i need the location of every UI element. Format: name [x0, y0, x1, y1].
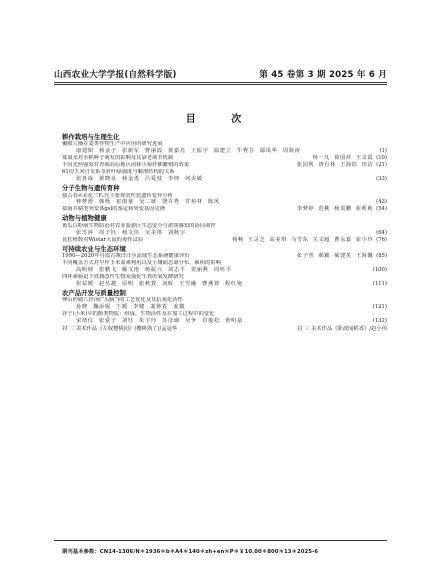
page-number: (1) — [379, 148, 387, 155]
article-title: 1990—2020年丹霞古寨洋洋尔流域生态系统健康评价 — [62, 253, 190, 260]
article-authors: 张喜成 黄晓良 杨金勇 吕爱枝 李坤 何美敏 — [76, 176, 203, 183]
article-title: 黄瓜白粉病生物防治对农业旅游区生态安全与游客感知的协同调控 — [62, 222, 216, 229]
section-heading: 动物与植物健康 — [62, 214, 107, 223]
toc-entry[interactable] — [62, 223, 387, 237]
toc-entry[interactable] — [62, 274, 387, 288]
page-number: (33) — [376, 176, 387, 183]
section-heading: 耕作栽培与生理生化 — [62, 133, 120, 141]
header-rule-thin — [54, 84, 387, 85]
page-number: (100) — [372, 266, 387, 273]
toc-entry[interactable] — [62, 141, 387, 155]
article-authors: 张园莉 唐有林 王海滨 田洁 — [296, 162, 374, 169]
article-title: 不同光照强度对青海高原地区园林小菊扦插繁殖的效果 — [62, 162, 190, 169]
article-authors: 李梦婷 范桃 杨贺鹏 崔莉莉 — [296, 206, 374, 213]
cover-credits — [62, 326, 387, 333]
article-title: 寡氮水对水稻种子萌发的影响及其衰老调节机制 — [62, 155, 174, 162]
article-title: 拟南芥腈类突变体gsl的鉴定和突变基因克隆 — [62, 206, 166, 213]
toc-title: 目 次 — [185, 114, 258, 125]
article-authors: 张益媛 赵丛越 原明 张秋賀 刘晖 王雪融 曹燕蓉 程红艳 — [76, 280, 243, 287]
page-number: (85) — [376, 253, 387, 260]
journal-name: 山西农业大学学报(自然科学版) — [54, 70, 177, 80]
page-number: (111) — [372, 280, 387, 287]
issue-info: 第 45 卷第 3 期 2025 年 6 月 — [259, 70, 387, 80]
page-number: (121) — [372, 304, 387, 311]
article-authors: 张雪萍 周子钰 杨文佳 吴美琪 刘秋宇 — [76, 229, 186, 236]
journal-header — [54, 68, 387, 80]
header-rule — [54, 82, 387, 83]
article-title: 61份玉米自交系茎秆叶绿强度与解剖结构的关系 — [62, 169, 175, 176]
page-number: (21) — [376, 162, 387, 169]
page-number: (43) — [376, 199, 387, 206]
article-authors: 高明坡 张鹏飞 解文艳 杨振兴 刘志平 贺丽燕 周怀平 — [76, 266, 232, 273]
section-heading: 分子生物与遗传育种 — [62, 184, 120, 193]
article-title: 覆膜穴播在麦类作物生产中应用的研究进展 — [62, 141, 163, 148]
toc-entry[interactable] — [62, 297, 387, 311]
article-authors: 张子萱 郝颖 郝建英 王海馨 — [296, 253, 374, 260]
article-title: 四环素胁迫下铁锈改性生物炭强化牛粪厌氧发酵研究 — [62, 273, 184, 280]
toc-entry[interactable] — [62, 260, 387, 274]
toc-entry[interactable] — [62, 206, 387, 213]
section-heading: 可持续农业与生态环境 — [62, 244, 126, 253]
cover2-credit: 封 二 美术作品《左权樱桃园》(樱桃熟了)/孟冠华 — [62, 326, 178, 333]
section-heading: 农产品开发与质量控制 — [62, 288, 126, 297]
footer-rule — [54, 540, 387, 541]
page-number: (64) — [376, 229, 387, 236]
toc-entry[interactable] — [62, 237, 387, 244]
article-title: 芪松植数对Wistar大鼠的毒性试验 — [62, 236, 144, 243]
article-authors: 宋靖仪 张爱子 刘钰 朱宇玲 苏彦瑜 吴争 肖俊松 黄明泉 — [76, 318, 243, 325]
toc-entry[interactable] — [62, 162, 387, 169]
article-title: 谷子(小米)中的酚类物质：组成、生物活性及在加工过程中的变化 — [62, 311, 215, 318]
article-title: 傅山药膳八珍汤(“头脑”)的工艺优化及其抗氧化活性 — [62, 297, 183, 304]
page-number: (76) — [376, 236, 387, 243]
cover3-credit: 封 三 美术作品《卧波闻稻香》/赵小伟 — [297, 326, 387, 333]
article-authors: 康建娟 杨金子 张新军 曹丽霞 黄嘉亮 王振宇 温建立 牛秀芬 鄢凤华 周海涛 — [76, 148, 301, 155]
toc-entry[interactable] — [62, 193, 387, 207]
toc-entry[interactable] — [62, 311, 387, 325]
article-authors: 杨畅 王灵芝 高美琪 马雪东 关文超 曹永嘉 崔小玲 — [232, 236, 374, 243]
journal-parameters: 期刊基本参数：CN14-1306/N＊1936＊b＊A4＊140＊zh+en＊P＊￥10.00＊800＊13＊2025-6 — [62, 549, 319, 555]
article-authors: 钟梦澄 韩烁 崔雨童 吴二琥 饶卉秀 甘裕材 陈风 — [76, 199, 220, 206]
article-title: 独占春×美花兰F₁代主要观赏性状遗传变异分析 — [62, 192, 173, 199]
page-number: (10) — [376, 155, 387, 162]
page-number: (132) — [372, 318, 387, 325]
table-of-contents — [62, 132, 387, 333]
article-authors: 孙晓 魏添妮 王暖 李健 裴钟霓 姜微 — [76, 304, 185, 311]
page-number: (54) — [376, 206, 387, 213]
article-authors: 杨一凡 徐国祥 王义霞 — [312, 155, 374, 162]
toc-entry[interactable] — [62, 253, 387, 260]
article-title: 不同覆盖方式对早作玉米氮素利用以及土壤硝态氮分布、累积的影响 — [62, 260, 221, 267]
toc-entry[interactable] — [62, 169, 387, 183]
